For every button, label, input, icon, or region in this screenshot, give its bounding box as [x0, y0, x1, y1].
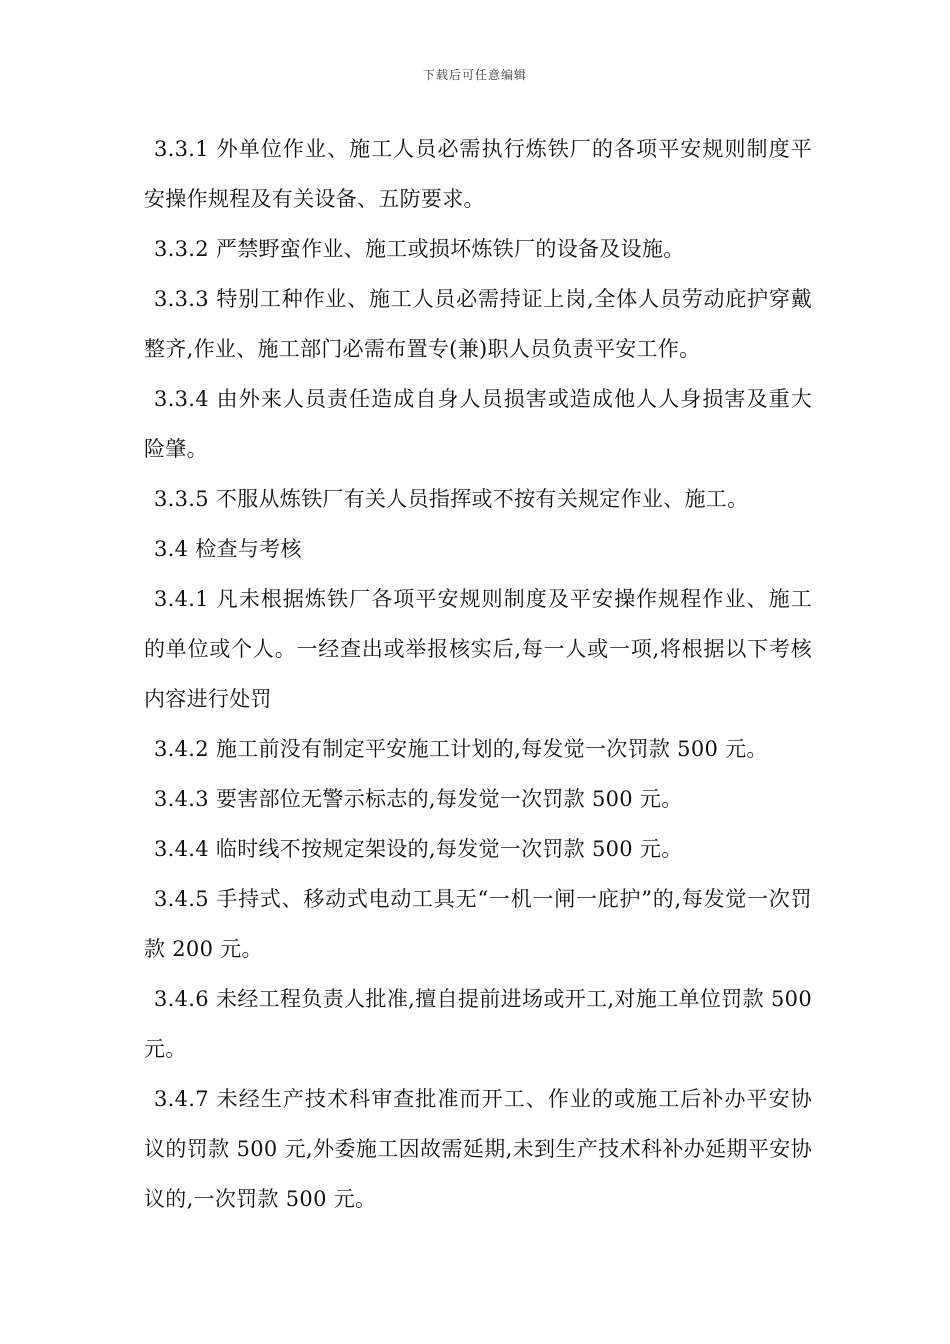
paragraph-3-4-4: 3.4.4 临时线不按规定架设的,每发觉一次罚款 500 元。 [154, 837, 683, 861]
document-body [144, 124, 812, 1224]
paragraph-3-4-7: 3.4.7 未经生产技术科审查批准而开工、作业的或施工后补办平安协议的罚款 500 元,外委施工因故需延期,未到生产技术科补办延期平安协议的,一次罚款 500 元。 [144, 1087, 812, 1211]
paragraph-3-3-3: 3.3.3 特别工种作业、施工人员必需持证上岗,全体人员劳动庇护穿戴整齐,作业、施工部门必需布置专(兼)职人员负责平安工作。 [144, 287, 812, 361]
paragraph-3-4-5: 3.4.5 手持式、移动式电动工具无“一机一闸一庇护”的,每发觉一次罚款 200 元。 [144, 887, 812, 961]
page-header: 下载后可任意编辑 [422, 68, 527, 82]
paragraph-3-3-5: 3.3.5 不服从炼铁厂有关人员指挥或不按有关规定作业、施工。 [154, 487, 749, 511]
section-heading-3-4: 3.4 检查与考核 [154, 537, 302, 561]
paragraph-3-3-1: 3.3.1 外单位作业、施工人员必需执行炼铁厂的各项平安规则制度平安操作规程及有关设备、五防要求。 [144, 137, 812, 211]
paragraph-3-4-1: 3.4.1 凡未根据炼铁厂各项平安规则制度及平安操作规程作业、施工的单位或个人。一经查出或举报核实后,每一人或一项,将根据以下考核内容进行处罚 [144, 587, 812, 711]
paragraph-3-4-6: 3.4.6 未经工程负责人批准,擅自提前进场或开工,对施工单位罚款 500 元。 [144, 987, 812, 1061]
paragraph-3-4-2: 3.4.2 施工前没有制定平安施工计划的,每发觉一次罚款 500 元。 [154, 737, 768, 761]
paragraph-3-3-4: 3.3.4 由外来人员责任造成自身人员损害或造成他人人身损害及重大险肇。 [144, 387, 812, 461]
paragraph-3-4-3: 3.4.3 要害部位无警示标志的,每发觉一次罚款 500 元。 [154, 787, 683, 811]
paragraph-3-3-2: 3.3.2 严禁野蛮作业、施工或损坏炼铁厂的设备及设施。 [154, 237, 685, 261]
